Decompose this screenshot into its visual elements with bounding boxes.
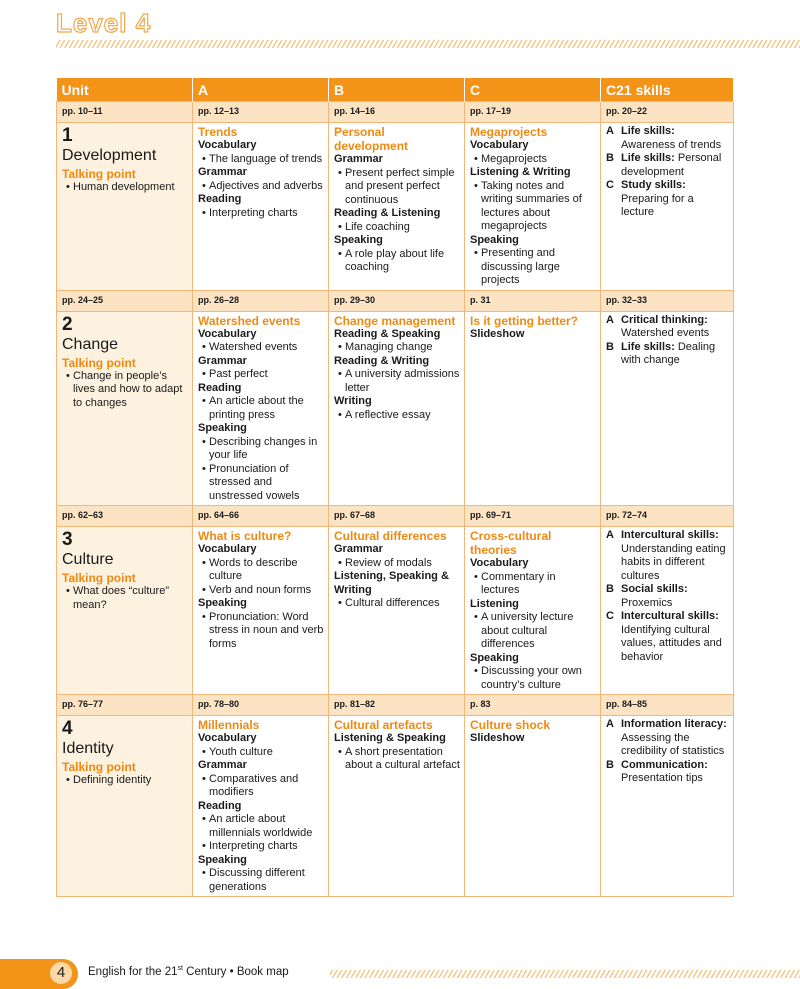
skill-entry xyxy=(606,759,729,786)
page-number: 4 xyxy=(50,962,72,984)
footer-title-text: English for the 21 xyxy=(88,965,178,978)
section-heading: Vocabulary xyxy=(198,139,257,151)
unit-row xyxy=(57,311,734,506)
skill-text: Awareness of trends xyxy=(621,138,722,151)
lesson-title: Millennials xyxy=(198,718,260,732)
lesson-cell xyxy=(465,527,601,695)
unit-cell xyxy=(57,716,193,897)
skill-text: Personal development xyxy=(621,152,722,178)
section-item: • Present perfect simple and present perfect continuous xyxy=(334,167,460,208)
page-range: p. 83 xyxy=(465,695,601,716)
section-heading: Slideshow xyxy=(470,732,525,744)
section-item: • Adjectives and adverbs xyxy=(198,180,324,194)
section-item: • Watershed events xyxy=(198,341,324,355)
talking-point-item: • Change in people’s lives and how to adapt to changes xyxy=(62,370,188,411)
section-item: • Youth culture xyxy=(198,746,324,760)
lesson-title: Culture shock xyxy=(470,718,551,732)
section-item: • Megaprojects xyxy=(470,153,596,167)
skill-letter: A xyxy=(606,125,614,137)
section-heading: Grammar xyxy=(198,759,247,771)
section-heading: Reading & Speaking xyxy=(334,327,441,340)
section-item: • Words to describe culture xyxy=(198,557,324,584)
section-item: • Commentary in lectures xyxy=(470,571,596,598)
page-range: pp. 64–66 xyxy=(193,506,329,527)
skill-body xyxy=(621,610,729,664)
page-range: pp. 29–30 xyxy=(329,290,465,311)
page-range: pp. 12–13 xyxy=(193,102,329,123)
section-heading: Speaking xyxy=(470,651,519,664)
lesson-title: Watershed events xyxy=(198,313,301,328)
skill-text: Presentation tips xyxy=(621,772,703,784)
lesson-title: Cultural differences xyxy=(334,529,447,543)
page-range: pp. 78–80 xyxy=(193,695,329,716)
skill-text: Watershed events xyxy=(621,327,710,339)
skill-entry xyxy=(606,152,729,179)
lesson-title: Cultural artefacts xyxy=(334,718,433,732)
footer-title-rest: Century • Book map xyxy=(182,965,289,978)
skill-body xyxy=(621,314,729,341)
skill-letter: C xyxy=(606,179,614,191)
section-item: • Life coaching xyxy=(334,221,460,235)
unit-name: Culture xyxy=(62,551,114,568)
section-item: • Interpreting charts xyxy=(198,840,324,854)
section-heading: Vocabulary xyxy=(470,557,529,569)
talking-point-item: • Defining identity xyxy=(62,774,188,788)
skill-label: Life skills: xyxy=(621,152,675,164)
book-map-body xyxy=(57,102,734,897)
skill-body xyxy=(621,341,729,368)
skill-label: Communication: xyxy=(621,758,708,771)
lesson-cell xyxy=(465,311,601,506)
skill-label: Study skills: xyxy=(621,179,686,191)
unit-name: Development xyxy=(62,147,157,164)
pages-row xyxy=(57,290,734,311)
section-heading: Listening & Writing xyxy=(470,166,571,178)
section-item: • Cultural differences xyxy=(334,597,460,611)
section-heading: Grammar xyxy=(334,153,383,165)
section-heading: Reading & Writing xyxy=(334,354,430,367)
page-range: pp. 26–28 xyxy=(193,290,329,311)
talking-point-label: Talking point xyxy=(62,760,136,774)
section-heading: Reading & Listening xyxy=(334,207,441,219)
unit-cell xyxy=(57,123,193,291)
lesson-cell xyxy=(193,311,329,506)
c21-skills-cell xyxy=(601,123,734,291)
section-heading: Slideshow xyxy=(470,327,525,340)
skill-body xyxy=(621,152,729,179)
section-item: • Describing changes in your life xyxy=(198,436,324,463)
section-heading: Listening, Speaking & Writing xyxy=(334,570,449,596)
skill-body xyxy=(621,759,729,786)
lesson-cell xyxy=(193,123,329,291)
section-item: • Pronunciation: Word stress in noun and verb forms xyxy=(198,611,324,652)
footer-title xyxy=(88,965,289,978)
section-heading: Reading xyxy=(198,799,242,812)
unit-name: Change xyxy=(62,335,119,353)
lesson-cell xyxy=(329,716,465,897)
section-item: • Presenting and discussing large projects xyxy=(470,247,596,288)
c21-skills-cell xyxy=(601,311,734,506)
skill-label: Life skills: xyxy=(621,340,675,353)
section-heading: Speaking xyxy=(470,233,519,246)
talking-point-label: Talking point xyxy=(62,355,136,370)
skill-letter: B xyxy=(606,340,614,353)
skill-entry xyxy=(606,610,729,664)
section-heading: Vocabulary xyxy=(470,139,529,151)
section-item: • Interpreting charts xyxy=(198,207,324,221)
skill-entry xyxy=(606,179,729,220)
section-item: • Discussing your own country’s culture xyxy=(470,665,596,692)
lesson-cell xyxy=(329,123,465,291)
skill-label: Social skills: xyxy=(621,583,688,595)
section-heading: Speaking xyxy=(198,422,247,434)
skill-entry xyxy=(606,125,729,152)
lesson-title: Personal development xyxy=(334,125,409,153)
page-range: pp. 67–68 xyxy=(329,506,465,527)
section-heading: Vocabulary xyxy=(198,732,257,744)
skill-entry xyxy=(606,341,729,368)
lesson-cell xyxy=(329,311,465,506)
section-heading: Grammar xyxy=(198,166,247,178)
section-heading: Vocabulary xyxy=(198,543,257,555)
skill-body xyxy=(621,529,729,583)
unit-row xyxy=(57,123,734,291)
skill-letter: C xyxy=(606,610,614,622)
page-range: pp. 69–71 xyxy=(465,506,601,527)
header-row xyxy=(57,78,734,102)
skill-label: Intercultural skills: xyxy=(621,529,719,541)
skill-body xyxy=(621,125,729,152)
header-a: A xyxy=(193,78,329,102)
lesson-title: Megaprojects xyxy=(470,125,548,139)
skill-label: Information literacy: xyxy=(621,718,727,730)
section-heading: Writing xyxy=(334,395,372,407)
section-item: • Comparatives and modifiers xyxy=(198,773,324,800)
section-item: • A short presentation about a cultural artefact xyxy=(334,746,460,773)
section-item: • Review of modals xyxy=(334,557,460,571)
unit-row xyxy=(57,527,734,695)
section-item: • An article about the printing press xyxy=(198,395,324,422)
skill-letter: A xyxy=(606,718,614,730)
unit-number: 4 xyxy=(62,718,73,739)
section-item: • A university admissions letter xyxy=(334,368,460,395)
unit-row xyxy=(57,716,734,897)
section-item: • A university lecture about cultural differences xyxy=(470,611,596,652)
skill-label: Intercultural skills: xyxy=(621,610,719,622)
talking-point-item: • What does “culture” mean? xyxy=(62,585,188,612)
skill-text: Understanding eating habits in different cultures xyxy=(621,542,726,582)
section-item: • Taking notes and writing summaries of lectures about megaprojects xyxy=(470,180,596,234)
skill-entry xyxy=(606,583,729,610)
c21-skills-cell xyxy=(601,527,734,695)
section-heading: Speaking xyxy=(198,853,247,866)
pages-row xyxy=(57,102,734,123)
section-heading: Grammar xyxy=(334,543,383,555)
page-range: p. 31 xyxy=(465,290,601,311)
page-range: pp. 10–11 xyxy=(57,102,193,123)
skill-entry xyxy=(606,529,729,583)
page-range: pp. 62–63 xyxy=(57,506,193,527)
section-item: • An article about millennials worldwide xyxy=(198,813,324,840)
lesson-title: Cross-cultural theories xyxy=(470,529,552,557)
section-item: • Managing change xyxy=(334,341,460,355)
section-item: • A reflective essay xyxy=(334,409,460,423)
lesson-cell xyxy=(465,716,601,897)
pages-row xyxy=(57,695,734,716)
lesson-cell xyxy=(465,123,601,291)
skill-letter: B xyxy=(606,152,614,164)
header-c: C xyxy=(465,78,601,102)
page-range: pp. 72–74 xyxy=(601,506,734,527)
unit-name: Identity xyxy=(62,740,114,757)
page-range: pp. 20–22 xyxy=(601,102,734,123)
section-item: • Past perfect xyxy=(198,368,324,382)
section-heading: Listening & Speaking xyxy=(334,732,446,744)
section-heading: Reading xyxy=(198,193,242,205)
skill-text: Identifying cultural values, attitudes and behavior xyxy=(621,623,722,663)
title-hatch-rule xyxy=(56,40,800,48)
header-unit: Unit xyxy=(57,78,193,102)
unit-cell xyxy=(57,311,193,506)
talking-point-item: • Human development xyxy=(62,181,188,195)
page-range: pp. 84–85 xyxy=(601,695,734,716)
page-range: pp. 81–82 xyxy=(329,695,465,716)
footer-superscript: st xyxy=(177,965,183,972)
talking-point-label: Talking point xyxy=(62,571,136,585)
skill-text: Preparing for a lecture xyxy=(621,192,694,218)
skill-entry xyxy=(606,314,729,341)
header-c21-skills: C21 skills xyxy=(601,78,734,102)
lesson-title: Change management xyxy=(334,313,456,328)
level-title: Level 4 xyxy=(56,8,152,38)
section-heading: Grammar xyxy=(198,354,247,367)
unit-number: 3 xyxy=(62,529,73,550)
c21-skills-cell xyxy=(601,716,734,897)
section-item: • Pronunciation of stressed and unstressed vowels xyxy=(198,463,324,504)
section-item: • Verb and noun forms xyxy=(198,584,324,598)
lesson-title: Is it getting better? xyxy=(470,313,578,328)
skill-text: Proxemics xyxy=(621,596,673,609)
section-heading: Speaking xyxy=(334,234,383,246)
skill-letter: B xyxy=(606,758,614,771)
skill-letter: A xyxy=(606,313,614,326)
skill-letter: A xyxy=(606,529,614,541)
page-range: pp. 24–25 xyxy=(57,290,193,311)
lesson-title: Trends xyxy=(198,125,238,139)
unit-number: 1 xyxy=(62,125,73,146)
header-b: B xyxy=(329,78,465,102)
footer-hatch-rule xyxy=(330,970,800,978)
section-item: • The language of trends xyxy=(198,153,324,167)
skill-entry xyxy=(606,718,729,759)
skill-label: Life skills: xyxy=(621,125,675,137)
section-heading: Speaking xyxy=(198,597,247,609)
section-item: • Discussing different generations xyxy=(198,867,324,894)
book-map-table xyxy=(56,78,734,897)
lesson-cell xyxy=(193,716,329,897)
skill-body xyxy=(621,583,729,610)
page-range: pp. 17–19 xyxy=(465,102,601,123)
skill-body xyxy=(621,718,729,759)
skill-text: Dealing with change xyxy=(621,340,716,366)
unit-number: 2 xyxy=(62,313,73,335)
page-range: pp. 14–16 xyxy=(329,102,465,123)
section-heading: Listening xyxy=(470,597,519,610)
page-range: pp. 32–33 xyxy=(601,290,734,311)
lesson-title: What is culture? xyxy=(198,529,292,543)
unit-cell xyxy=(57,527,193,695)
skill-body xyxy=(621,179,729,220)
talking-point-label: Talking point xyxy=(62,167,136,181)
lesson-cell xyxy=(329,527,465,695)
skill-text: Assessing the credibility of statistics xyxy=(621,731,725,757)
page-range: pp. 76–77 xyxy=(57,695,193,716)
skill-label: Critical thinking: xyxy=(621,313,708,326)
section-heading: Reading xyxy=(198,381,242,394)
skill-letter: B xyxy=(606,583,614,595)
pages-row xyxy=(57,506,734,527)
section-item: • A role play about life coaching xyxy=(334,248,460,275)
section-heading: Vocabulary xyxy=(198,327,257,340)
lesson-cell xyxy=(193,527,329,695)
